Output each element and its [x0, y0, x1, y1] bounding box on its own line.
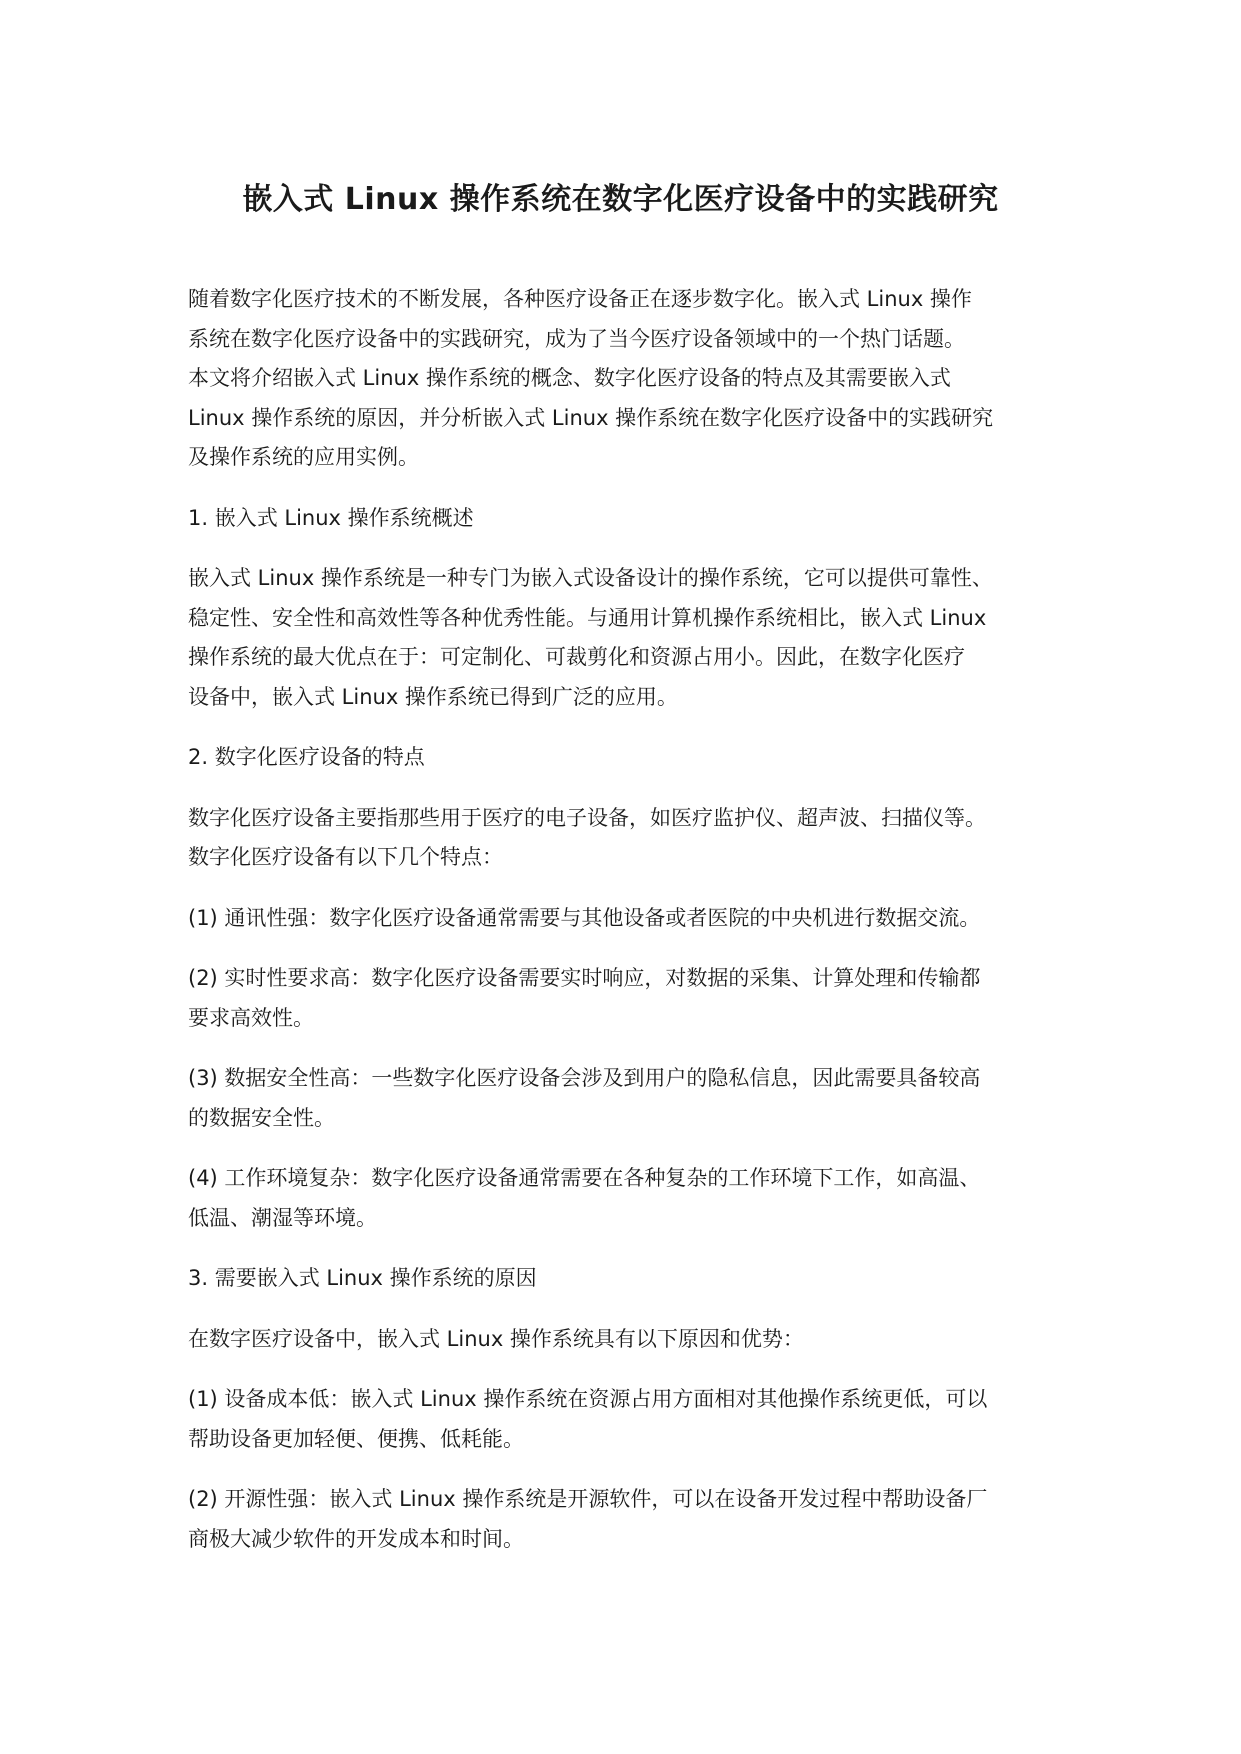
section3-intro-paragraph: [188, 1320, 1068, 1360]
text-line: (2) 开源性强：嵌入式 Linux 操作系统是开源软件，可以在设备开发过程中帮助设备厂: [188, 1487, 988, 1511]
text-line: 要求高效性。: [188, 1005, 314, 1030]
text-line: (2) 实时性要求高：数字化医疗设备需要实时响应，对数据的采集、计算处理和传输都: [188, 966, 981, 990]
section1-paragraph: [188, 559, 1068, 717]
document-body: [188, 280, 1068, 1580]
text-line: Linux 操作系统的原因，并分析嵌入式 Linux 操作系统在数字化医疗设备中的实践研究: [188, 405, 994, 430]
text-line: 商极大减少软件的开发成本和时间。: [188, 1526, 524, 1551]
text-line: 操作系统的最大优点在于：可定制化、可裁剪化和资源占用小。因此，在数字化医疗: [188, 645, 965, 669]
text-line: 随着数字化医疗技术的不断发展，各种医疗设备正在逐步数字化。嵌入式 Linux 操作: [188, 287, 972, 311]
text-line: 嵌入式 Linux 操作系统是一种专门为嵌入式设备设计的操作系统，它可以提供可靠性、: [188, 566, 993, 590]
section-heading-3: 3. 需要嵌入式 Linux 操作系统的原因: [188, 1266, 537, 1290]
list-item: [188, 1059, 1068, 1138]
list-item: [188, 959, 1068, 1038]
section-heading-2: 2. 数字化医疗设备的特点: [188, 745, 425, 769]
text-line: (1) 通讯性强：数字化医疗设备通常需要与其他设备或者医院的中央机进行数据交流。: [188, 905, 981, 930]
text-line: 低温、潮湿等环境。: [188, 1205, 377, 1230]
list-item: [188, 1159, 1068, 1238]
section2-intro-paragraph: [188, 799, 1068, 878]
text-line: 系统在数字化医疗设备中的实践研究，成为了当今医疗设备领域中的一个热门话题。: [188, 326, 965, 351]
text-line: 稳定性、安全性和高效性等各种优秀性能。与通用计算机操作系统相比，嵌入式 Linux: [188, 605, 987, 630]
text-line: 本文将介绍嵌入式 Linux 操作系统的概念、数字化医疗设备的特点及其需要嵌入式: [188, 366, 951, 390]
text-line: 数字化医疗设备有以下几个特点：: [188, 845, 503, 869]
section-heading-1: 1. 嵌入式 Linux 操作系统概述: [188, 505, 474, 530]
text-line: 设备中，嵌入式 Linux 操作系统已得到广泛的应用。: [188, 684, 678, 709]
list-item: [188, 899, 1068, 939]
list-item: [188, 1380, 1068, 1459]
text-line: 在数字医疗设备中，嵌入式 Linux 操作系统具有以下原因和优势：: [188, 1326, 804, 1351]
text-line: 帮助设备更加轻便、便携、低耗能。: [188, 1426, 524, 1451]
text-line: (1) 设备成本低：嵌入式 Linux 操作系统在资源占用方面相对其他操作系统更低，可以: [188, 1387, 988, 1411]
text-line: (3) 数据安全性高：一些数字化医疗设备会涉及到用户的隐私信息，因此需要具备较高: [188, 1066, 981, 1090]
list-item: [188, 1480, 1068, 1559]
text-line: 及操作系统的应用实例。: [188, 445, 419, 469]
text-line: 数字化医疗设备主要指那些用于医疗的电子设备，如医疗监护仪、超声波、扫描仪等。: [188, 805, 986, 830]
intro-paragraph: [188, 280, 1068, 478]
document-title: 嵌入式 Linux 操作系统在数字化医疗设备中的实践研究: [242, 182, 999, 217]
text-line: 的数据安全性。: [188, 1105, 335, 1130]
text-line: (4) 工作环境复杂：数字化医疗设备通常需要在各种复杂的工作环境下工作，如高温、: [188, 1166, 981, 1190]
